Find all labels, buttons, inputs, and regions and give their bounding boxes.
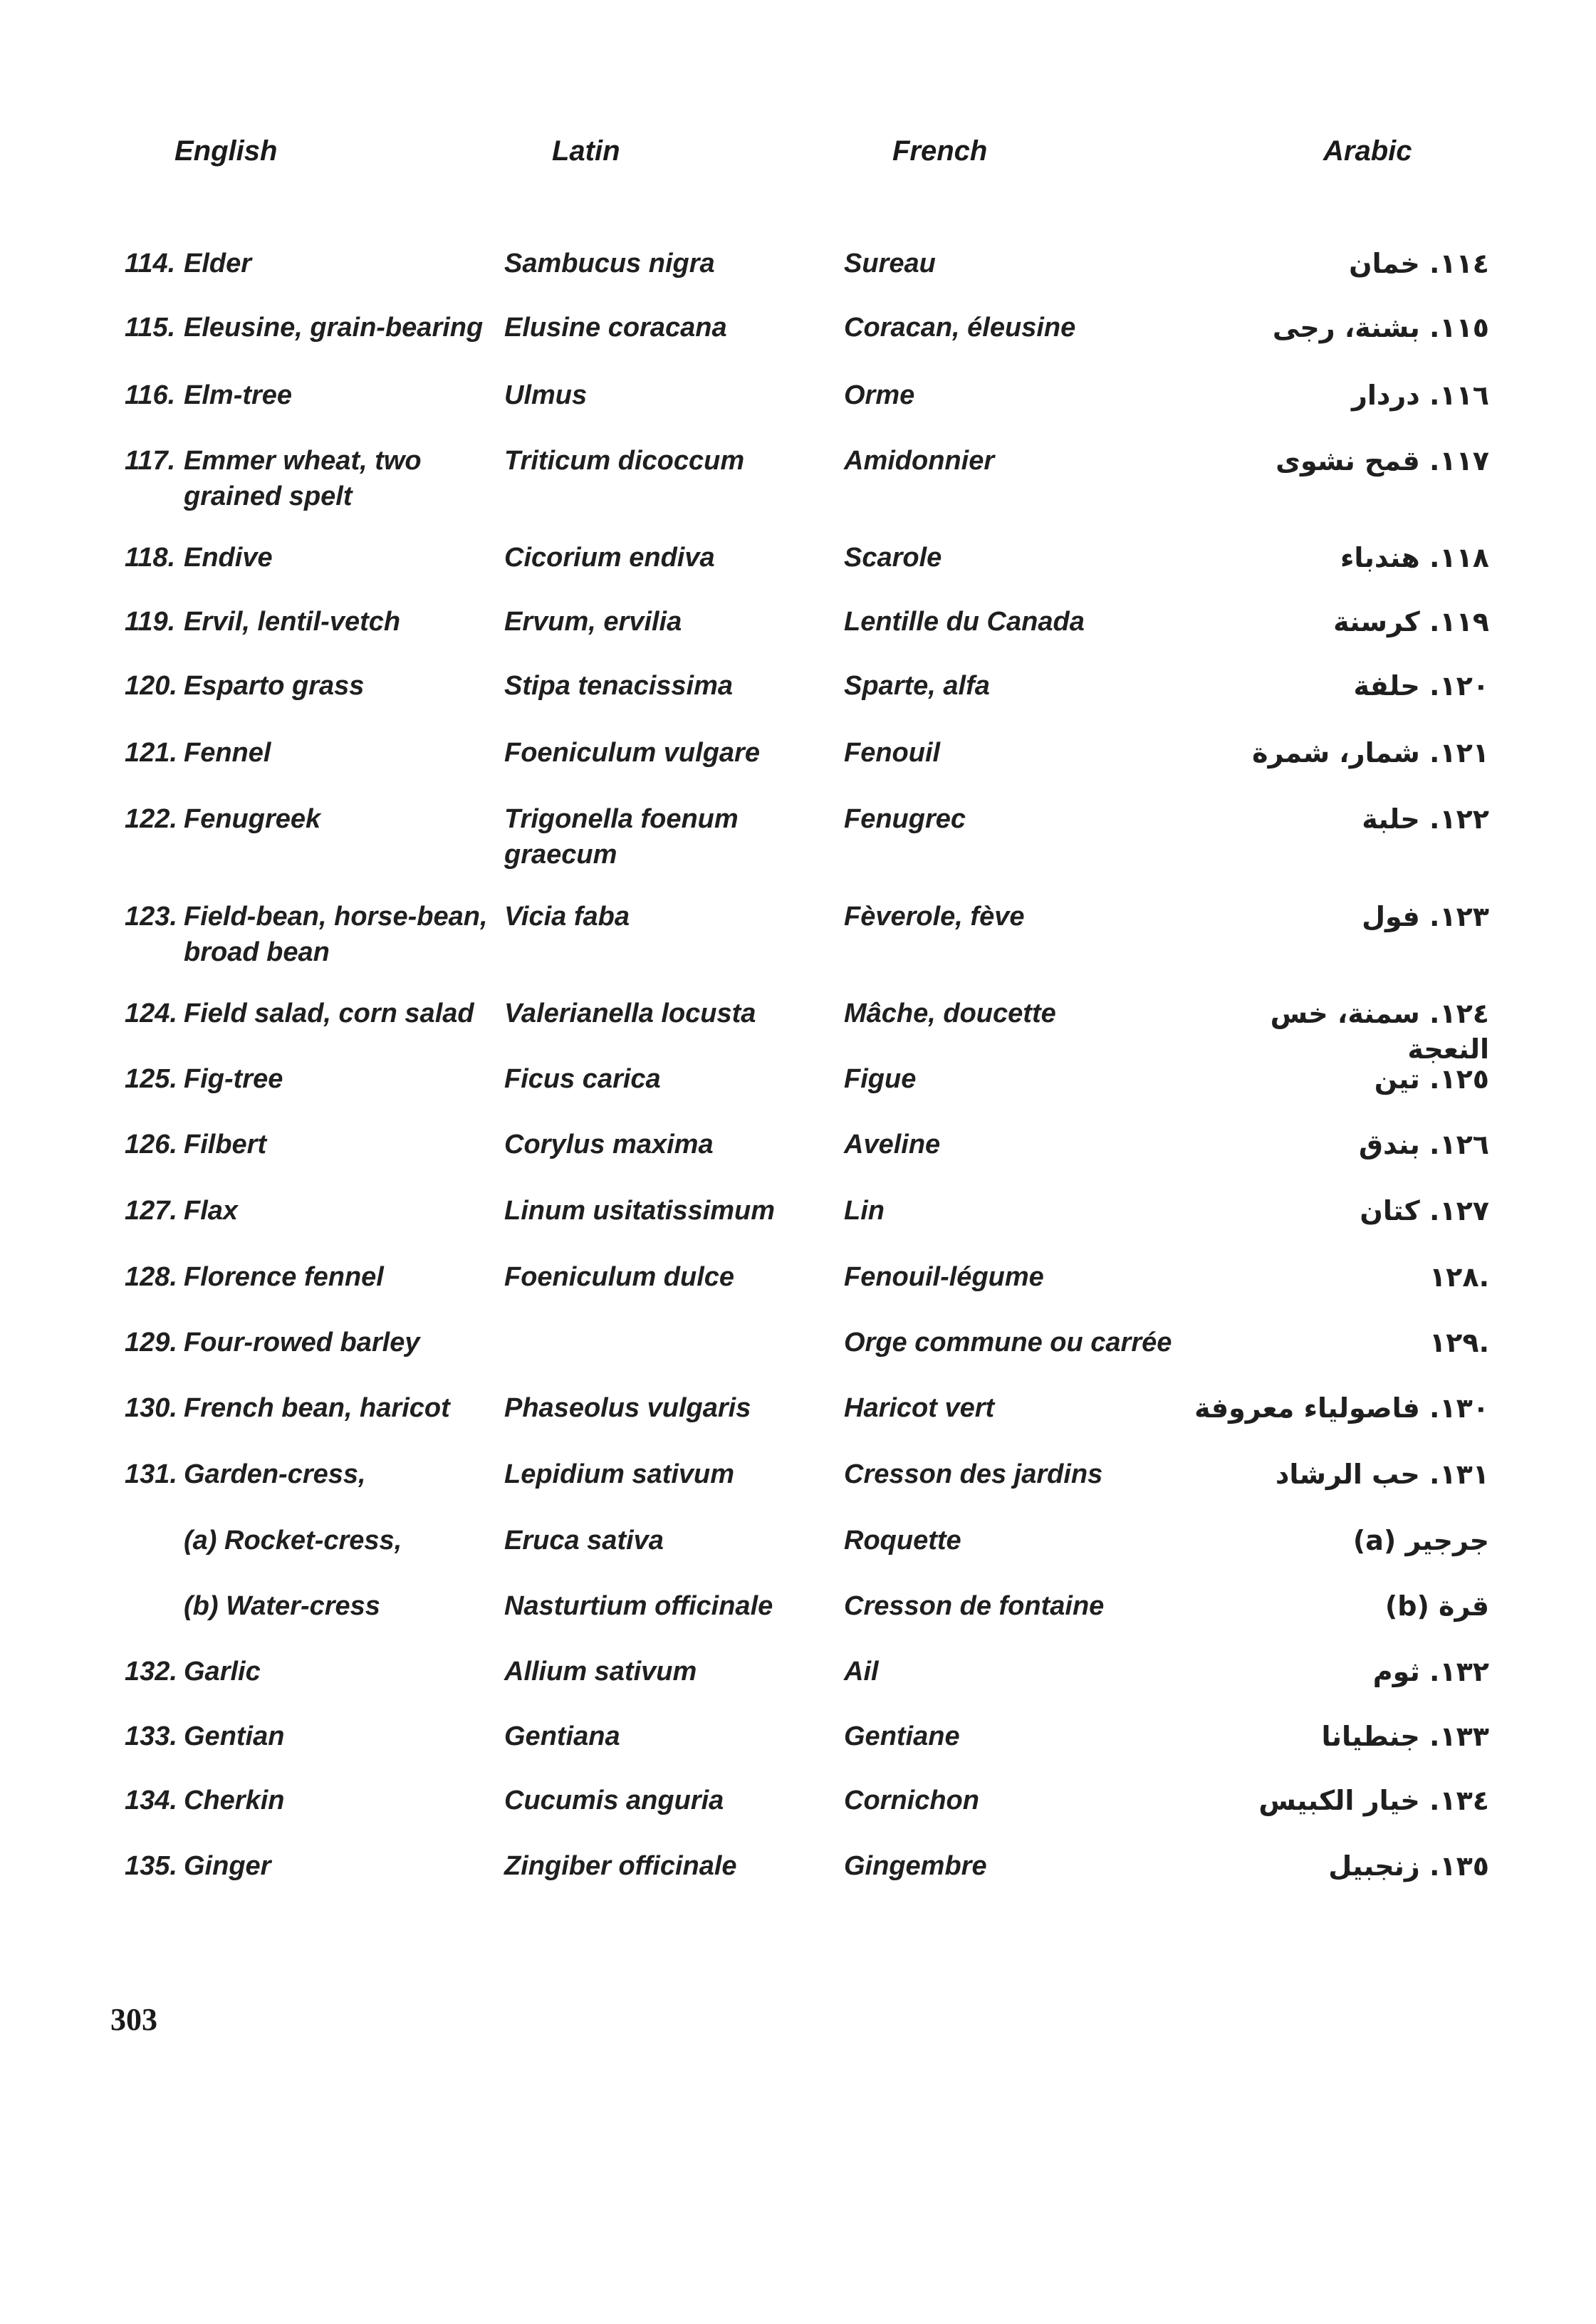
entry-french: Ail — [844, 1657, 879, 1687]
entry-arabic: ١٢٨. — [1429, 1261, 1489, 1293]
entry-number: 135. — [125, 1851, 177, 1881]
entry-french: Fenouil — [844, 738, 941, 768]
entry-number: 114. — [125, 249, 176, 278]
entry-french: Orme — [844, 380, 915, 410]
entry-english: Eleusine, grain-bearing — [184, 313, 484, 343]
entry-arabic: ١٣٥. زنجبيل — [1328, 1850, 1489, 1882]
entry-arabic: ١١٥. بشنة، رجى — [1272, 312, 1489, 343]
entry-arabic: (a) جرجير — [1352, 1525, 1489, 1556]
entry-latin: Gentiana — [504, 1721, 620, 1751]
header-french: French — [892, 135, 988, 167]
entry-english: Florence fennel — [184, 1262, 384, 1292]
entry-french: Cresson de fontaine — [844, 1591, 1105, 1621]
entry-arabic: ١٢٠. حلفة — [1353, 670, 1489, 702]
entry-latin: Allium sativum — [504, 1657, 697, 1687]
entry-latin: Sambucus nigra — [504, 249, 715, 278]
header-english: English — [174, 135, 278, 167]
entry-latin: Vicia faba — [504, 902, 630, 932]
entry-english: Flax — [184, 1196, 239, 1226]
entry-latin: Foeniculum dulce — [504, 1262, 735, 1292]
entry-english: Cherkin — [184, 1786, 285, 1815]
entry-english: Filbert — [184, 1130, 267, 1160]
entry-latin: Linum usitatissimum — [504, 1196, 776, 1226]
entry-english: Gentian — [184, 1721, 285, 1751]
entry-number: 119. — [125, 607, 176, 637]
entry-english: (b) Water-cress — [184, 1591, 380, 1621]
entry-latin: Elusine coracana — [504, 313, 727, 343]
entry-arabic: ١٣٢. ثوم — [1372, 1656, 1489, 1687]
entry-number: 116. — [125, 380, 176, 410]
entry-french: Figue — [844, 1064, 917, 1094]
entry-latin: Foeniculum vulgare — [504, 738, 760, 768]
entry-latin: Zingiber officinale — [504, 1851, 737, 1881]
entry-french: Gentiane — [844, 1721, 960, 1751]
header-latin: Latin — [552, 135, 620, 167]
entry-french: Haricot vert — [844, 1393, 995, 1423]
entry-number: 130. — [125, 1393, 177, 1423]
entry-latin: Lepidium sativum — [504, 1459, 735, 1489]
entry-number: 125. — [125, 1064, 177, 1094]
entry-arabic: ١٢٢. حلبة — [1362, 803, 1489, 835]
entry-french: Gingembre — [844, 1851, 987, 1881]
entry-english: Four-rowed barley — [184, 1328, 420, 1358]
entry-latin: Corylus maxima — [504, 1130, 714, 1160]
entry-arabic: ١٣٠. فاصولياء معروفة — [1194, 1392, 1489, 1424]
entry-latin: Triticum dicoccum — [504, 446, 745, 476]
entry-number: 124. — [125, 999, 177, 1028]
entry-english: Ginger — [184, 1851, 271, 1881]
entry-latin: Valerianella locusta — [504, 999, 756, 1028]
entry-french: Fèverole, fève — [844, 902, 1025, 932]
entry-french: Sparte, alfa — [844, 671, 990, 701]
entry-arabic: (b) قرة — [1384, 1590, 1489, 1622]
entry-arabic: ١٣٤. خيار الكبيس — [1258, 1785, 1489, 1816]
entry-english: Garden-cress, — [184, 1459, 366, 1489]
entry-english: Fennel — [184, 738, 271, 768]
entry-french: Fenouil-légume — [844, 1262, 1044, 1292]
entry-french: Lentille du Canada — [844, 607, 1085, 637]
page-number: 303 — [110, 2002, 157, 2037]
entry-latin: Ervum, ervilia — [504, 607, 682, 637]
entry-arabic: ١١٧. قمح نشوى — [1276, 445, 1489, 476]
entry-latin: Ulmus — [504, 380, 588, 410]
entry-number: 126. — [125, 1130, 177, 1160]
entry-english: (a) Rocket-cress, — [184, 1526, 402, 1556]
entry-english: Field-bean, horse-bean, broad bean — [184, 902, 488, 967]
entry-arabic: ١٣١. حب الرشاد — [1275, 1459, 1489, 1490]
entry-number: 118. — [125, 543, 176, 573]
entry-english: Fig-tree — [184, 1064, 283, 1094]
entry-french: Lin — [844, 1196, 885, 1226]
entry-latin: Ficus carica — [504, 1064, 661, 1094]
entry-latin: Eruca sativa — [504, 1526, 664, 1556]
entry-number: 117. — [125, 446, 176, 476]
entry-latin: Cicorium endiva — [504, 543, 715, 573]
entry-number: 128. — [125, 1262, 177, 1292]
entry-number: 122. — [125, 804, 177, 834]
entry-number: 132. — [125, 1657, 177, 1687]
entry-english: Esparto grass — [184, 671, 365, 701]
entry-arabic: ١٢٦. بندق — [1359, 1129, 1489, 1160]
entry-arabic: ١١٦. دردار — [1351, 380, 1489, 411]
entry-english: Fenugreek — [184, 804, 321, 834]
entry-french: Mâche, doucette — [844, 999, 1056, 1028]
entry-english: Elder — [184, 249, 252, 278]
entry-arabic: ١١٨. هندباء — [1340, 542, 1489, 573]
entry-number: 134. — [125, 1786, 177, 1815]
entry-latin: Stipa tenacissima — [504, 671, 734, 701]
entry-number: 127. — [125, 1196, 177, 1226]
entry-french: Coracan, éleusine — [844, 313, 1076, 343]
entry-french: Cornichon — [844, 1786, 979, 1815]
entry-arabic: ١٣٣. جنطيانا — [1321, 1721, 1489, 1752]
entry-english: Ervil, lentil-vetch — [184, 607, 401, 637]
entry-arabic: ١٢١. شمار، شمرة — [1252, 737, 1489, 768]
entry-number: 133. — [125, 1721, 177, 1751]
entry-english: Garlic — [184, 1657, 261, 1687]
entry-english: French bean, haricot — [184, 1393, 450, 1423]
header-arabic: Arabic — [1323, 135, 1412, 167]
entry-number: 129. — [125, 1328, 177, 1358]
entry-latin: Nasturtium officinale — [504, 1591, 773, 1621]
entry-arabic: ١٢٤. سمنة، خس النعجة — [1270, 998, 1489, 1065]
entry-french: Aveline — [844, 1130, 941, 1160]
entry-french: Sureau — [844, 249, 936, 278]
entry-english: Endive — [184, 543, 273, 573]
entry-french: Scarole — [844, 543, 942, 573]
entry-number: 120. — [125, 671, 177, 701]
entry-english: Emmer wheat, two grained spelt — [184, 446, 422, 511]
entry-number: 121. — [125, 738, 177, 768]
entry-arabic: ١٢٧. كتان — [1360, 1195, 1489, 1226]
entry-number: 123. — [125, 902, 177, 932]
entry-number: 115. — [125, 313, 176, 343]
entry-arabic: ١٢٣. فول — [1362, 901, 1489, 932]
entry-latin: Phaseolus vulgaris — [504, 1393, 751, 1423]
entry-arabic: ١١٤. خمان — [1349, 248, 1489, 279]
entry-arabic: ١١٩. كرسنة — [1333, 606, 1489, 637]
entry-french: Roquette — [844, 1526, 961, 1556]
entry-latin: Trigonella foenum graecum — [504, 804, 739, 870]
entry-english: Elm-tree — [184, 380, 293, 410]
entry-number: 131. — [125, 1459, 177, 1489]
entry-latin: Cucumis anguria — [504, 1786, 724, 1815]
entry-arabic: ١٢٩. — [1429, 1327, 1489, 1358]
entry-french: Amidonnier — [844, 446, 995, 476]
entry-french: Orge commune ou carrée — [844, 1328, 1172, 1358]
entry-arabic: ١٢٥. تين — [1374, 1063, 1489, 1095]
entry-english: Field salad, corn salad — [184, 999, 474, 1028]
entry-french: Fenugrec — [844, 804, 966, 834]
entry-french: Cresson des jardins — [844, 1459, 1103, 1489]
